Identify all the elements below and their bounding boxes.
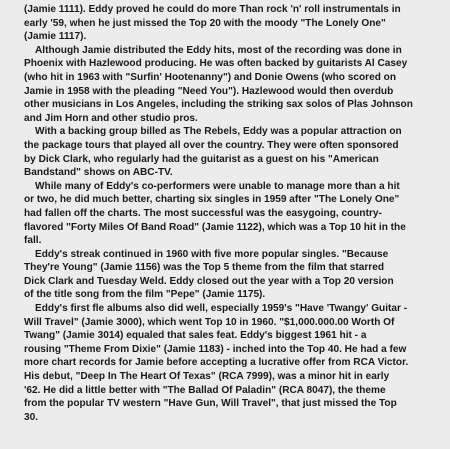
text-line: (who hit in 1963 with "Surfin' Hootenanny") and Donie Owens (who scored on <box>24 71 397 83</box>
text-line: rousing "Theme From Dixie" (Jamie 1183) - inched into the Top 40. He had a few <box>24 343 407 355</box>
text-line: Jamie in 1958 with the pleading "Need You"). Hazlewood would then overdub <box>24 85 394 97</box>
text-line: or two, he did much better, charting six singles in 1959 after "The Lonely One" <box>24 194 400 206</box>
text-line: Will Travel" (Jamie 3000), which went Top 10 in 1960. "$1,000.000.00 Worth Of <box>24 316 395 328</box>
text-line: (Jamie 1111). Eddy proved he could do more Than rock 'n' roll instrumentals in <box>24 4 401 15</box>
text-line: While many of Eddy's co-performers were unable to manage more than a hit <box>35 180 400 192</box>
text-line: Dick Clark and Tuesday Weld. Eddy closed out the year with a Top 20 version <box>24 275 394 287</box>
text-line: from the popular TV western "Have Gun, Will Travel", that just missed the Top <box>24 398 397 410</box>
text-line: (Jamie 1117). <box>24 31 87 43</box>
text-line: They're Young" (Jamie 1156) was the Top 5 theme from the film that starred <box>24 262 384 274</box>
text-line: '62. He did a little better with "The Ballad Of Paladin" (RCA 8047), the theme <box>24 384 386 396</box>
text-line: other musicians in Los Angeles, including the striking sax solos of Plas Johnson <box>24 99 413 111</box>
text-line: Bandstand" shows on ABC-TV. <box>24 167 173 179</box>
text-line: flavored "Forty Miles Of Band Road" (Jamie 1122), which was a Top 10 hit in the <box>24 221 406 233</box>
text-line: of the title song from the film "Pepe" (Jamie 1175). <box>24 289 266 301</box>
text-line: and Jim Horn and other studio pros. <box>24 112 198 124</box>
text-line: Phoenix with Hazlewood producing. He was often backed by guitarists Al Casey <box>24 58 408 70</box>
text-line: early '59, when he just missed the Top 20 with the moody "The Lonely One" <box>24 17 386 29</box>
text-line: fall. <box>24 235 42 247</box>
text-line: Although Jamie distributed the Eddy hits, most of the recording was done in <box>35 44 402 56</box>
text-line: more chart records for Jamie before accepting a lucrative offer from RCA Victor. <box>24 357 409 369</box>
text-line: With a backing group billed as The Rebels, Eddy was a popular attraction on <box>35 126 402 138</box>
text-line: Eddy's first fle albums also did well, especially 1959's "Have 'Twangy' Guitar - <box>35 303 408 315</box>
text-line: had fallen off the charts. The most successful was the easygoing, country- <box>24 207 382 219</box>
text-line: the package tours that played all over the country. They were often sponsored <box>24 139 399 151</box>
text-line: by Dick Clark, who regularly had the guitarist as a guest on his "American <box>24 153 379 165</box>
text-line: Eddy's streak continued in 1960 with five more popular singles. "Because <box>35 248 389 260</box>
text-line: His debut, "Deep In The Heart Of Texas" (RCA 7999), was a minor hit in early <box>24 371 390 383</box>
body-text <box>24 3 438 424</box>
text-line: 30. <box>24 411 39 423</box>
text-line: Twang" (Jamie 3014) equaled that sales feat. Eddy's biggest 1961 hit - a <box>24 330 367 342</box>
